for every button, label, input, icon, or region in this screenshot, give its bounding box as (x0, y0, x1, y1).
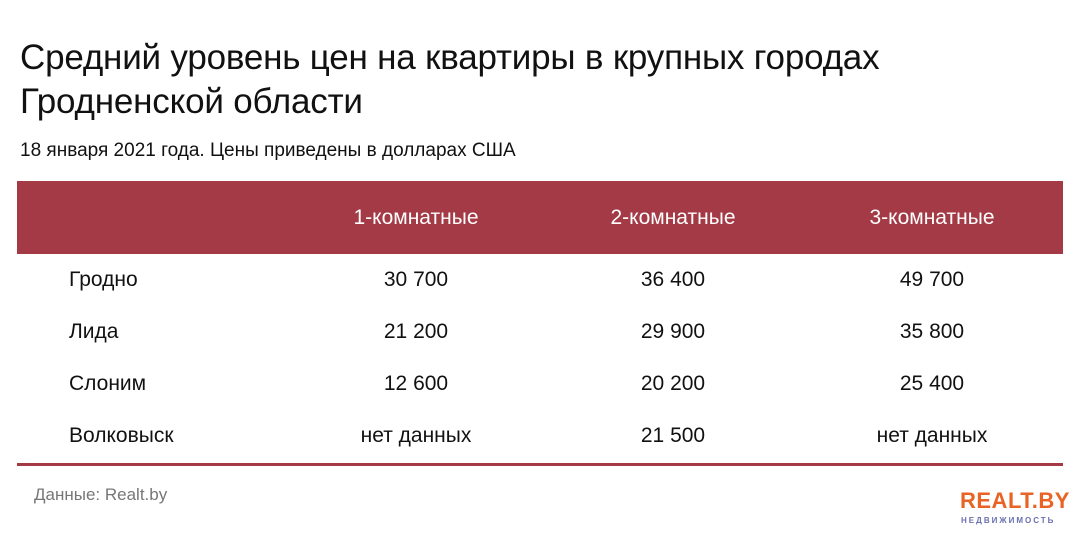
table-row (17, 306, 1063, 358)
table-cell: 29 900 (640, 320, 706, 343)
table-cell: 25 400 (899, 372, 965, 395)
data-source: Данные: Realt.by (34, 485, 168, 504)
table-cell: 49 700 (899, 268, 965, 291)
table-row (17, 358, 1063, 410)
chart-title: Средний уровень цен на квартиры в крупных городах Гродненской области (20, 38, 880, 121)
logo-tagline: НЕДВИЖИМОСТЬ (961, 516, 1056, 525)
table-cell: 30 700 (383, 268, 449, 291)
table-cell: нет данных (360, 424, 472, 447)
logo-wordmark: REALT.BY (960, 488, 1070, 513)
column-header-2-room: 2-комнатные (610, 206, 736, 229)
table-cell: 20 200 (640, 372, 706, 395)
chart-subtitle: 18 января 2021 года. Цены приведены в долларах США (20, 140, 516, 161)
table-cell: 35 800 (899, 320, 965, 343)
price-table (17, 181, 1063, 447)
table-header (17, 181, 1063, 254)
table-row (17, 410, 1063, 462)
column-header-3-room: 3-комнатные (869, 206, 995, 229)
realt-logo (960, 488, 1070, 528)
table-cell: нет данных (876, 424, 988, 447)
table-cell: 21 500 (640, 424, 706, 447)
row-city: Волковыск (69, 424, 174, 447)
table-row (17, 254, 1063, 306)
column-header-1-room: 1-комнатные (353, 206, 479, 229)
table-cell: 12 600 (383, 372, 449, 395)
table-cell: 21 200 (383, 320, 449, 343)
table-cell: 36 400 (640, 268, 706, 291)
table-bottom-divider (17, 463, 1063, 466)
row-city: Слоним (69, 372, 147, 395)
row-city: Лида (69, 320, 119, 343)
row-city: Гродно (69, 268, 138, 291)
